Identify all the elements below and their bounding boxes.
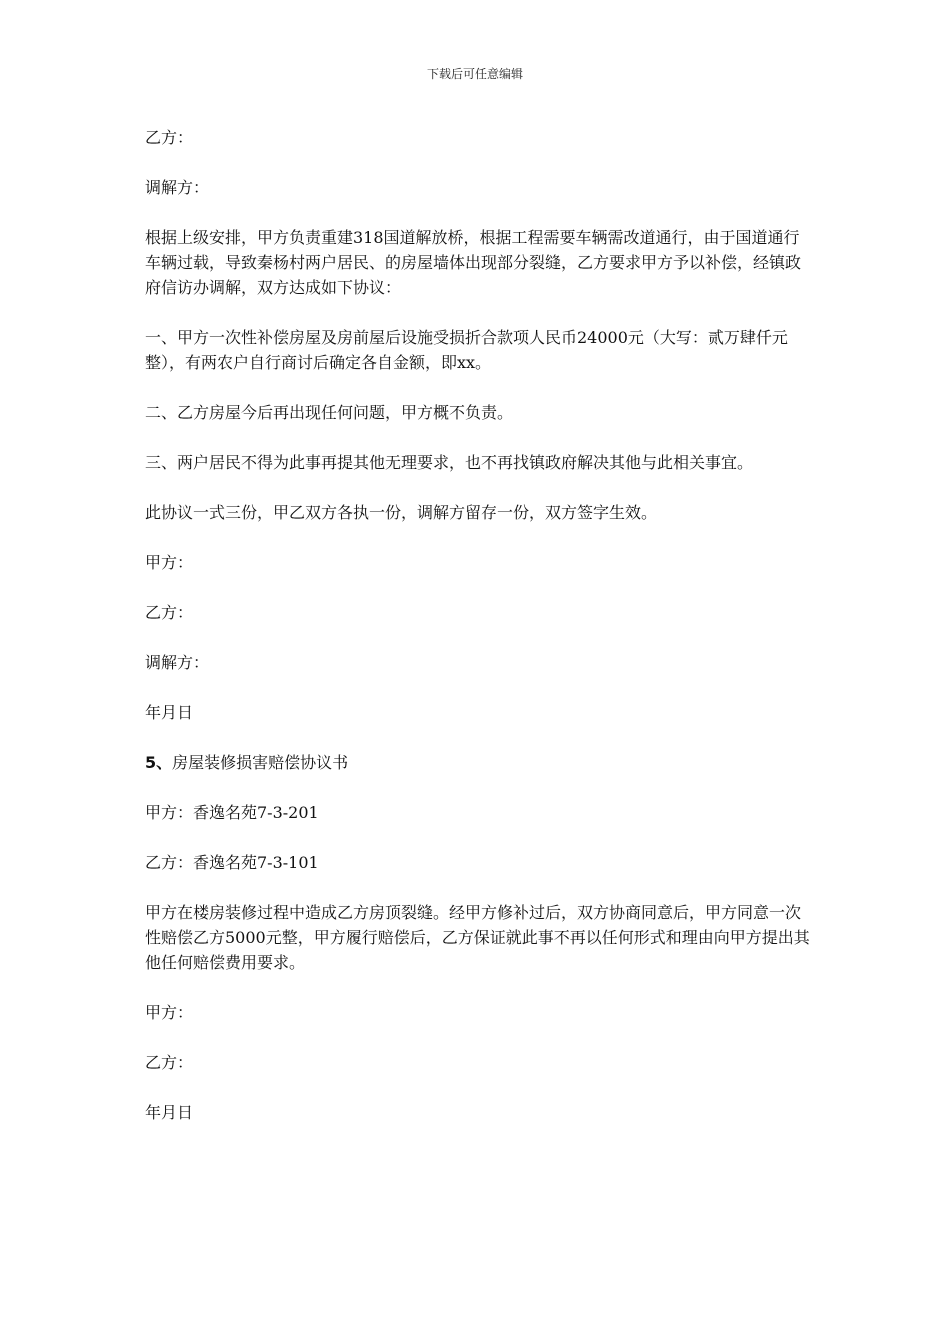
- section-signature-party-a: 甲方：: [145, 1003, 194, 1022]
- section-number: 5、: [145, 753, 173, 772]
- section-party-a: 甲方：香逸名苑7-3-201: [145, 803, 319, 822]
- section-body: 甲方在楼房装修过程中造成乙方房顶裂缝。经甲方修补过后，双方协商同意后，甲方同意一次性赔偿乙方5000元整，甲方履行赔偿后，乙方保证就此事不再以任何形式和理由向甲方提出其他任何赔偿费用要求。: [145, 903, 810, 972]
- copies-statement: 此协议一式三份，甲乙双方各执一份，调解方留存一份，双方签字生效。: [145, 503, 658, 522]
- section-heading: [145, 750, 810, 775]
- clause-three: 三、两户居民不得为此事再提其他无理要求，也不再找镇政府解决其他与此相关事宜。: [145, 453, 754, 472]
- party-b-label: 乙方：: [145, 128, 194, 147]
- agreement-intro: 根据上级安排，甲方负责重建318国道解放桥，根据工程需要车辆需改道通行，由于国道通行车辆过载，导致秦杨村两户居民、的房屋墙体出现部分裂缝，乙方要求甲方予以补偿，经镇政府信访办调解，双方达成如下协议：: [145, 228, 802, 297]
- section-title: 房屋装修损害赔偿协议书: [172, 753, 349, 772]
- document-body: [145, 125, 810, 1150]
- signature-mediator: 调解方：: [145, 653, 210, 672]
- section-signature-party-b: 乙方：: [145, 1053, 194, 1072]
- signature-party-a: 甲方：: [145, 553, 194, 572]
- section-date-line: 年月日: [145, 1103, 194, 1122]
- page-header: 下载后可任意编辑: [426, 67, 523, 81]
- clause-one: 一、甲方一次性补偿房屋及房前屋后设施受损折合款项人民币24000元（大写：贰万肆仟元整），有两农户自行商讨后确定各自金额，即xx。: [145, 328, 788, 372]
- date-line: 年月日: [145, 703, 194, 722]
- mediator-label: 调解方：: [145, 178, 210, 197]
- clause-two: 二、乙方房屋今后再出现任何问题，甲方概不负责。: [145, 403, 514, 422]
- section-party-b: 乙方：香逸名苑7-3-101: [145, 853, 319, 872]
- signature-party-b: 乙方：: [145, 603, 194, 622]
